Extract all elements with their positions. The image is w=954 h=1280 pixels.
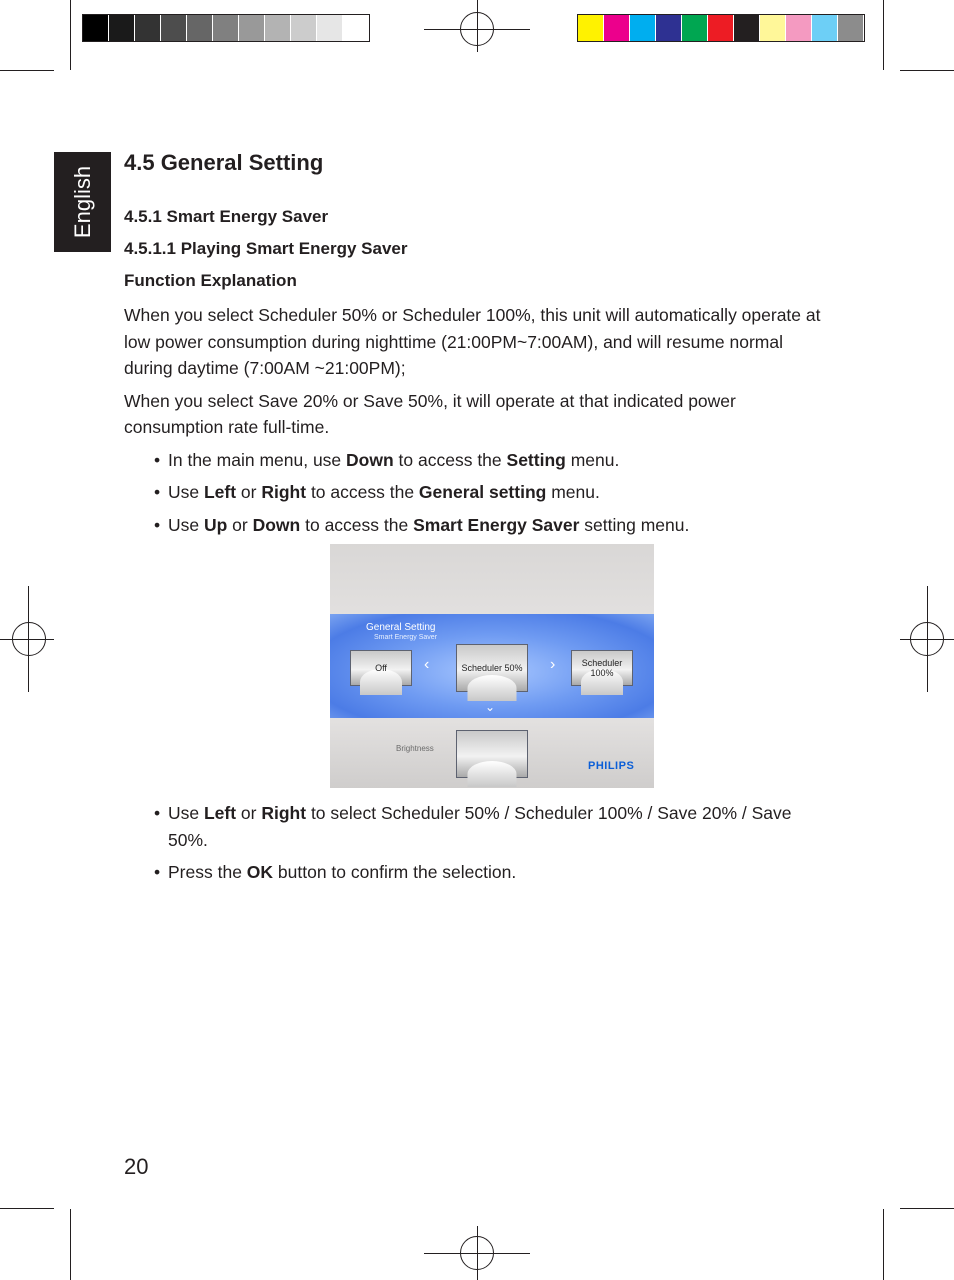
crop-mark <box>883 1209 884 1280</box>
page-content <box>124 146 824 892</box>
chevron-right-icon[interactable]: › <box>550 656 556 673</box>
paragraph-save: When you select Save 20% or Save 50%, it will operate at that indicated power consumption rate full-time. <box>124 390 736 437</box>
color-swatch <box>656 15 682 41</box>
registration-mark <box>0 639 54 640</box>
color-swatch <box>213 15 239 41</box>
crop-mark <box>70 1209 71 1280</box>
option-scheduler-50[interactable]: Scheduler 50% <box>456 644 528 692</box>
language-tab <box>54 152 111 252</box>
option-off[interactable]: Off <box>350 650 412 686</box>
color-swatch <box>187 15 213 41</box>
subsection-title: 4.5.1 Smart Energy Saver <box>124 207 329 226</box>
crop-mark <box>900 70 954 71</box>
osd-subtitle: Smart Energy Saver <box>374 634 438 641</box>
color-swatch <box>135 15 161 41</box>
color-swatch <box>630 15 656 41</box>
list-item: • Use Left or Right to access the General setting menu. <box>154 479 824 506</box>
list-item: • Use Up or Down to access the Smart Energy Saver setting menu. <box>154 512 824 539</box>
color-swatch <box>291 15 317 41</box>
section-title: 4.5 General Setting <box>124 150 324 175</box>
color-swatch <box>734 15 760 41</box>
list-item: • Press the OK button to confirm the selection. <box>154 859 824 886</box>
paragraph-scheduler: When you select Scheduler 50% or Scheduler 100%, this unit will automatically operate at low power consumption during nighttime (21:00PM~7:00AM), and will resume normal during daytime (7:00AM ~21:00PM); <box>124 305 821 378</box>
option-scheduler-100[interactable]: Scheduler 100% <box>571 650 633 686</box>
crop-mark <box>0 1208 54 1209</box>
color-swatch <box>838 15 864 41</box>
knob-icon <box>468 761 517 787</box>
philips-logo: PHILIPS <box>588 760 635 772</box>
color-swatch <box>760 15 786 41</box>
chevron-down-icon[interactable]: ⌄ <box>485 700 496 714</box>
color-swatch <box>239 15 265 41</box>
knob-icon <box>468 675 517 701</box>
color-swatch <box>343 15 369 41</box>
crop-mark <box>70 0 71 70</box>
color-swatch <box>578 15 604 41</box>
color-swatch <box>161 15 187 41</box>
process-color-bar <box>577 14 865 42</box>
osd-title: General Setting <box>366 622 436 633</box>
color-swatch <box>812 15 838 41</box>
color-swatch <box>109 15 135 41</box>
chevron-left-icon[interactable]: ‹ <box>424 656 430 673</box>
steps-list-continued <box>124 800 824 886</box>
brightness-label: Brightness <box>396 744 434 753</box>
subsubsection-title: 4.5.1.1 Playing Smart Energy Saver <box>124 239 408 258</box>
crop-mark <box>0 70 54 71</box>
registration-mark <box>477 1226 478 1280</box>
list-item: • In the main menu, use Down to access the Setting menu. <box>154 447 824 474</box>
gray-color-bar <box>82 14 370 42</box>
osd-screenshot <box>330 544 654 788</box>
color-swatch <box>83 15 109 41</box>
registration-mark <box>927 586 928 692</box>
function-heading: Function Explanation <box>124 271 297 290</box>
page-number: 20 <box>124 1154 149 1179</box>
steps-list <box>124 447 824 539</box>
color-swatch <box>265 15 291 41</box>
color-swatch <box>317 15 343 41</box>
color-swatch <box>682 15 708 41</box>
list-item: • Use Left or Right to select Scheduler 50% / Scheduler 100% / Save 20% / Save 50%. <box>154 800 824 853</box>
registration-mark <box>477 0 478 52</box>
registration-mark <box>28 586 29 692</box>
crop-mark <box>883 0 884 70</box>
color-swatch <box>604 15 630 41</box>
color-swatch <box>786 15 812 41</box>
color-swatch <box>708 15 734 41</box>
crop-mark <box>900 1208 954 1209</box>
brightness-option[interactable] <box>456 730 528 778</box>
language-label: English <box>69 165 95 239</box>
